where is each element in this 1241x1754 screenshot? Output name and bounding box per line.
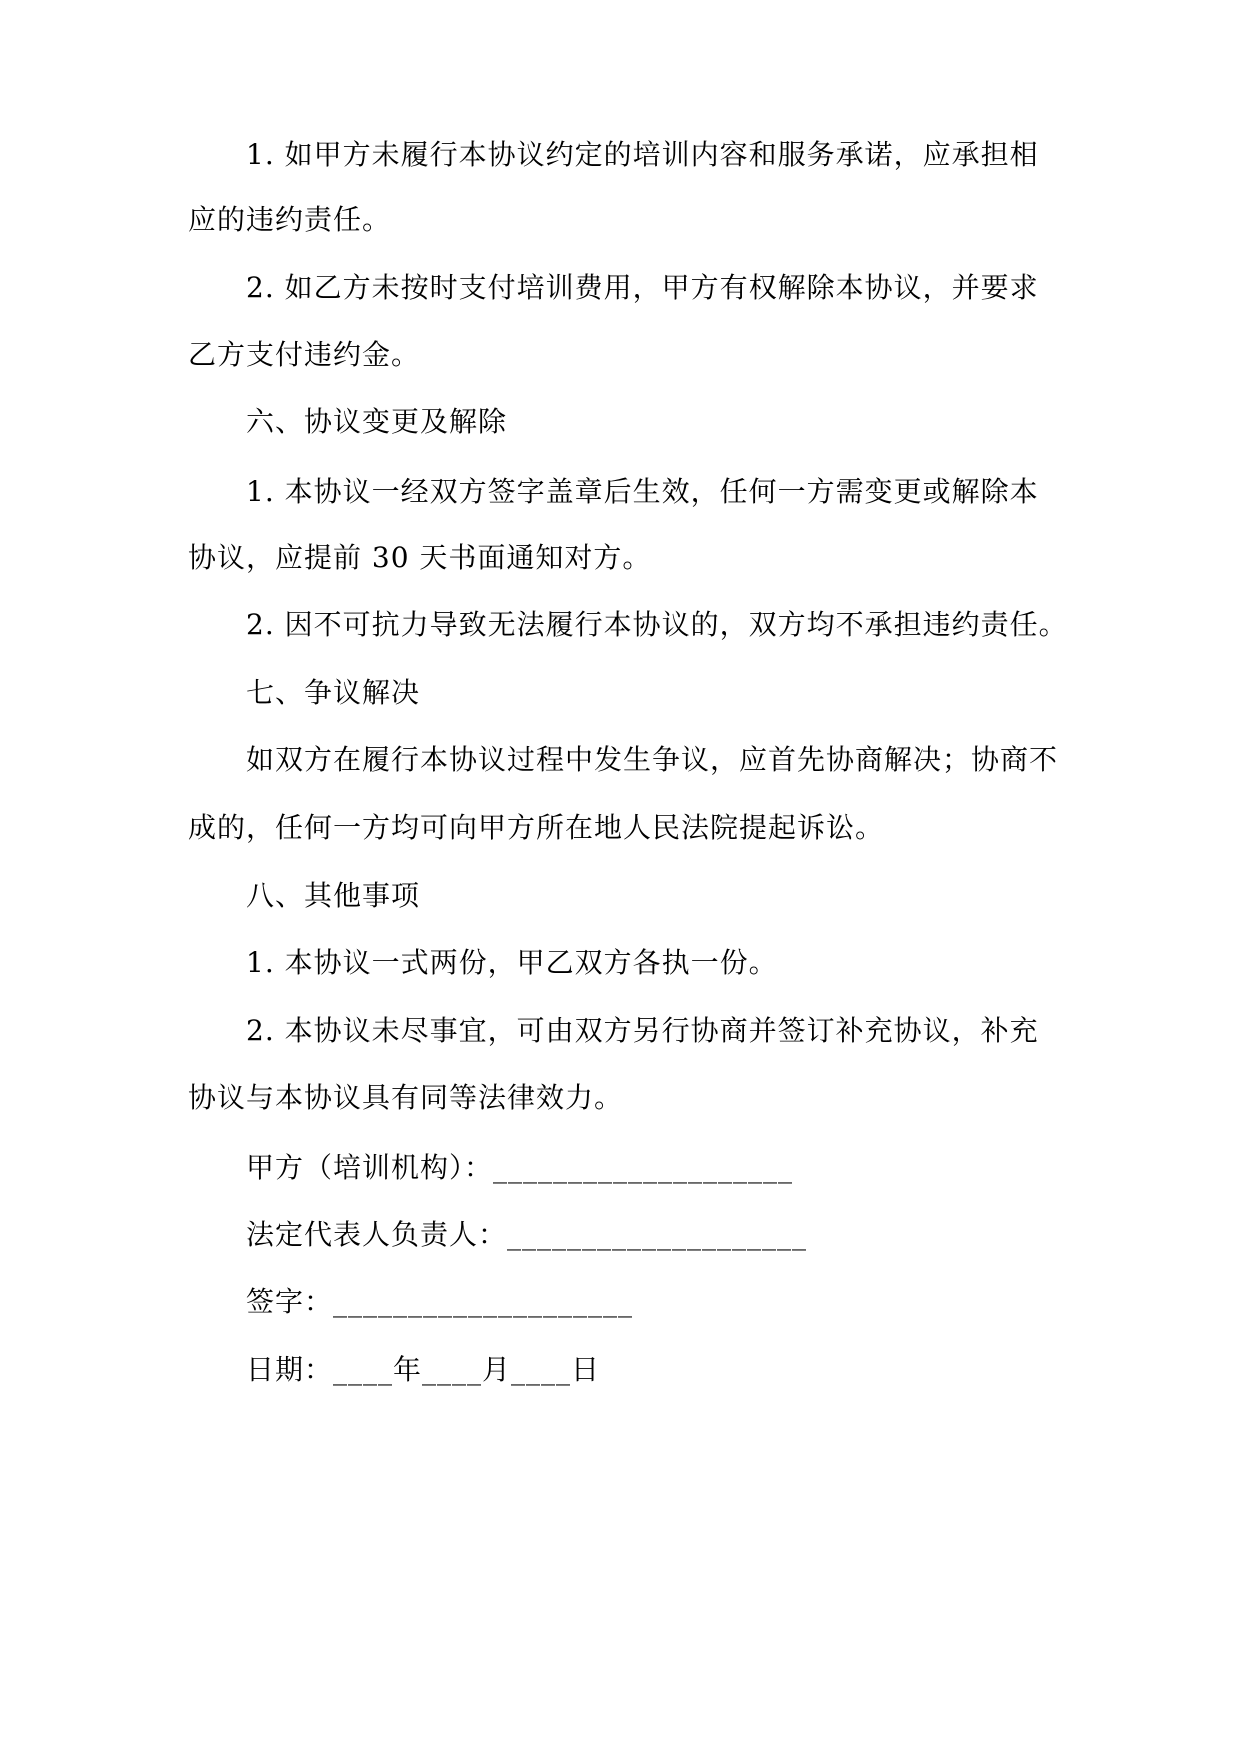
breach-item-2-line-1: 2. 如乙方未按时支付培训费用，甲方有权解除本协议，并要求	[246, 271, 1039, 304]
dispute-para-line-2: 成的，任何一方均可向甲方所在地人民法院提起诉讼。	[188, 811, 885, 844]
section-heading-dispute: 七、争议解决	[246, 676, 421, 709]
breach-item-2-line-2: 乙方支付违约金。	[188, 338, 421, 371]
breach-item-1-line-1: 1. 如甲方未履行本协议约定的培训内容和服务承诺，应承担相	[246, 138, 1039, 171]
other-item-2-line-1: 2. 本协议未尽事宜，可由双方另行协商并签订补充协议，补充	[246, 1014, 1039, 1047]
change-item-1-line-1: 1. 本协议一经双方签字盖章后生效，任何一方需变更或解除本	[246, 475, 1039, 508]
signature-date: 日期：____年____月____日	[246, 1353, 601, 1386]
other-item-2-line-2: 协议与本协议具有同等法律效力。	[188, 1081, 624, 1114]
signature-legal-representative: 法定代表人负责人：____________________	[246, 1218, 808, 1251]
other-item-1-line-1: 1. 本协议一式两份，甲乙双方各执一份。	[246, 946, 778, 979]
section-heading-other: 八、其他事项	[246, 879, 421, 912]
signature-sign: 签字：____________________	[246, 1285, 634, 1318]
signature-party-a: 甲方（培训机构）：____________________	[246, 1151, 794, 1184]
change-item-1-line-2: 协议，应提前 30 天书面通知对方。	[188, 541, 652, 574]
section-heading-change: 六、协议变更及解除	[246, 405, 508, 438]
dispute-para-line-1: 如双方在履行本协议过程中发生争议，应首先协商解决；协商不	[246, 743, 1059, 776]
change-item-2-line-1: 2. 因不可抗力导致无法履行本协议的，双方均不承担违约责任。	[246, 608, 1068, 641]
breach-item-1-line-2: 应的违约责任。	[188, 203, 392, 236]
